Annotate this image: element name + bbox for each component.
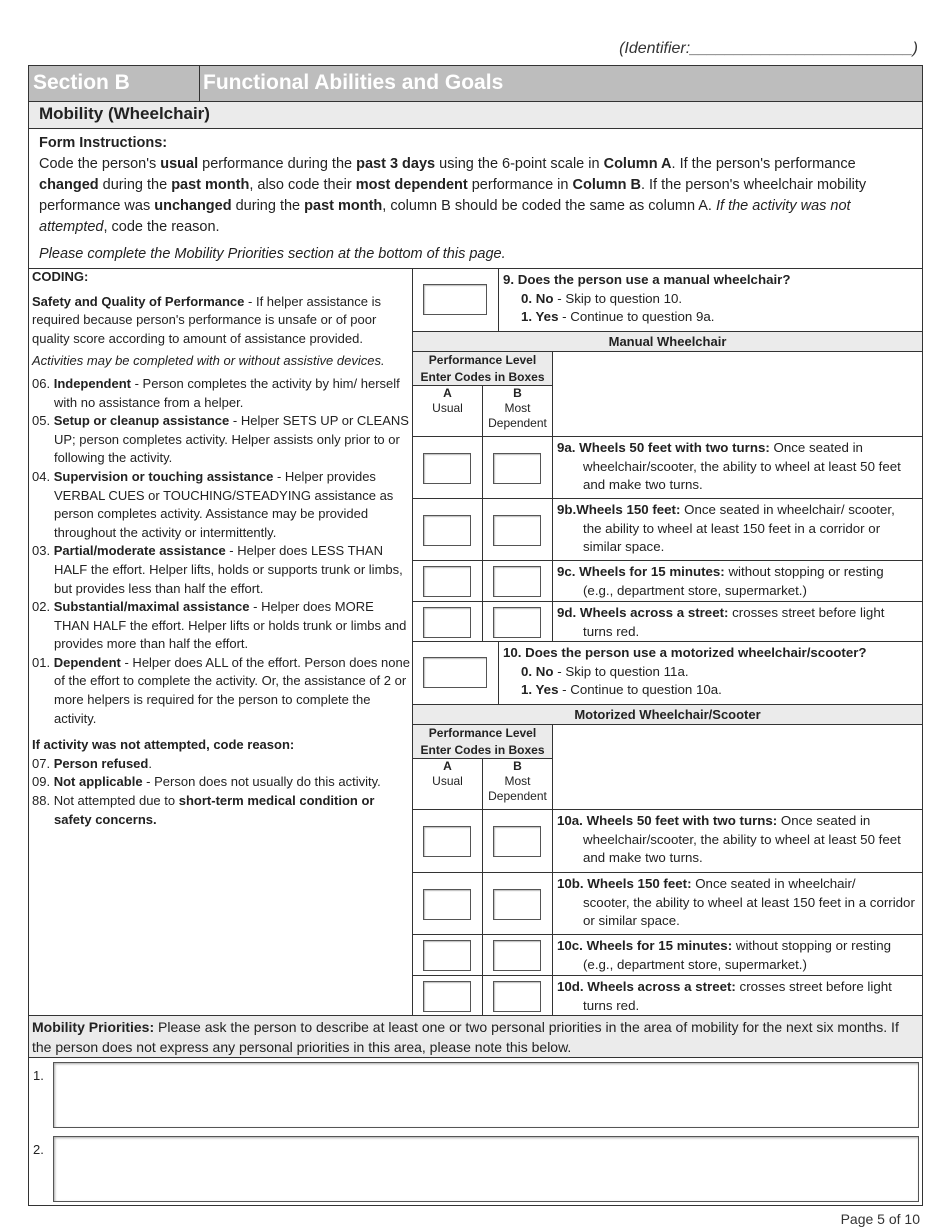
text: , also code their: [249, 177, 356, 193]
text: B: [513, 759, 522, 773]
text: Please ask the person to describe at least one or two personal priorities in the area of mobility for the next six months. If the person does not express any personal priorities in this area, please note this below.: [32, 1019, 899, 1055]
text: 03.: [32, 543, 51, 559]
text: 9c. Wheels for 15 minutes:: [557, 564, 725, 579]
text: 88.: [32, 793, 51, 809]
text: Performance Level: [428, 726, 537, 740]
text: - Person completes the activity by him/ herself with no assistance from a helper.: [54, 375, 400, 410]
text: Column B: [572, 177, 641, 193]
reason-code: [32, 755, 410, 774]
column-b-cell: [482, 975, 553, 1016]
text: Dependent: [488, 416, 547, 430]
reason-code: [32, 792, 410, 829]
column-b-cell: [482, 934, 553, 976]
text: 9. Does the person use a manual wheelchair?: [503, 272, 791, 287]
page-number: Page 5 of 10: [840, 1211, 920, 1227]
text: most dependent: [355, 177, 468, 193]
text: Mobility Priorities:: [32, 1019, 155, 1035]
reason-code: [32, 773, 410, 792]
text: past 3 days: [356, 156, 436, 172]
question-code-cell: [412, 641, 499, 705]
text: wheelchair/scooter, the ability to wheel at least 50 feet and make two turns.: [583, 831, 901, 865]
activity-item: [552, 934, 923, 976]
text: Motorized Wheelchair/Scooter: [574, 707, 761, 722]
text: Dependent: [488, 789, 547, 803]
performance-level-header: [412, 351, 553, 386]
column-b-cell: [482, 498, 553, 561]
text: short-term medical condition or safety concerns.: [54, 793, 375, 827]
text: Once seated in: [777, 813, 871, 828]
text: Safety and Quality of Performance: [32, 293, 245, 309]
column-a-header: [412, 758, 483, 810]
coding-level: [32, 598, 410, 654]
text: - Continue to question 10a.: [558, 682, 722, 697]
blank-header-cell: [552, 724, 923, 810]
mobility-priorities-instructions: [28, 1015, 923, 1058]
manual-wheelchair-header: [412, 331, 923, 352]
text: Column A: [603, 156, 672, 172]
instructions-body: [39, 154, 912, 238]
text: 02.: [32, 599, 51, 615]
column-b-code-input[interactable]: [493, 607, 541, 638]
text: Partial/moderate assistance: [53, 543, 226, 559]
text: 9b.Wheels 150 feet:: [557, 502, 681, 517]
text: Once seated in: [769, 440, 863, 455]
instructions-note: Please complete the Mobility Priorities section at the bottom of this page.: [39, 246, 506, 262]
text: - Skip to question 10.: [553, 290, 683, 306]
text: 0. No: [521, 290, 554, 306]
column-a-code-input[interactable]: [423, 607, 471, 638]
priority-2-input[interactable]: [53, 1136, 919, 1202]
question-code-cell: [412, 268, 499, 332]
text: turns red.: [583, 623, 640, 639]
text: A: [443, 759, 452, 773]
text: turns red.: [583, 997, 640, 1013]
text: 10a. Wheels 50 feet with two turns:: [557, 813, 778, 828]
column-b-header: [482, 758, 553, 810]
q10-answer-input[interactable]: [423, 657, 487, 688]
column-a-cell: [412, 809, 483, 873]
column-a-code-input[interactable]: [423, 826, 471, 857]
priority-number-1: 1.: [33, 1068, 44, 1083]
reason-codes: [32, 755, 410, 829]
q9-answer-input[interactable]: [423, 284, 487, 315]
text: Setup or cleanup assistance: [53, 413, 230, 429]
column-a-cell: [412, 975, 483, 1016]
text: scooter, the ability to wheel at least 150 feet in a corridor or similar space.: [583, 894, 915, 928]
column-b-cell: [482, 601, 553, 642]
activity-item: [552, 436, 923, 499]
coding-level: [32, 375, 410, 412]
text: 10c. Wheels for 15 minutes:: [557, 938, 733, 953]
text: - Helper does LESS THAN HALF the effort. Helper lifts, holds or supports trunk or limbs, but provides less than half the effort.: [54, 543, 403, 596]
text: (e.g., department store, supermarket.): [583, 956, 807, 972]
text: - Helper SETS UP or CLEANS UP; person completes activity. Helper assists only prior to or following the activity.: [54, 413, 409, 466]
text: Manual Wheelchair: [608, 334, 727, 349]
column-a-code-input[interactable]: [423, 889, 471, 920]
text: Not applicable: [53, 774, 143, 790]
column-a-cell: [412, 436, 483, 499]
text: during the: [231, 198, 305, 214]
text: 1. Yes: [521, 682, 559, 697]
form-instructions: [28, 128, 923, 269]
text: 9a. Wheels 50 feet with two turns:: [557, 440, 770, 455]
text: , code the reason.: [103, 219, 220, 235]
text: usual: [160, 156, 199, 172]
text: .: [148, 755, 152, 771]
text: 07.: [32, 755, 51, 771]
text: Usual: [432, 401, 463, 415]
coding-heading: CODING:: [32, 269, 89, 284]
text: past month: [171, 177, 250, 193]
text: Most: [504, 401, 531, 415]
coding-levels: [32, 375, 410, 728]
text: Supervision or touching assistance: [53, 468, 274, 484]
column-a-code-input[interactable]: [423, 981, 471, 1012]
activity-item: [552, 498, 923, 561]
coding-legend: [28, 268, 413, 1016]
column-a-cell: [412, 560, 483, 602]
column-a-cell: [412, 498, 483, 561]
column-b-code-input[interactable]: [493, 515, 541, 546]
text: - Continue to question 9a.: [558, 309, 715, 324]
column-a-code-input[interactable]: [423, 566, 471, 597]
performance-level-header: [412, 724, 553, 759]
section-header: [28, 65, 923, 102]
text: Once seated in wheelchair/: [691, 876, 856, 891]
text: . If the person's wheelchair mobility performance was: [39, 177, 867, 214]
motorized-wheelchair-header: [412, 704, 923, 725]
column-a-header: [412, 385, 483, 437]
text: performance during the: [198, 156, 357, 172]
coding-level: [32, 654, 410, 728]
text: 01.: [32, 654, 51, 670]
column-b-cell: [482, 436, 553, 499]
identifier-blank[interactable]: _________________________: [690, 40, 913, 57]
column-a-code-input[interactable]: [423, 515, 471, 546]
priority-number-2: 2.: [33, 1142, 44, 1157]
safety-text: [32, 293, 410, 349]
text: changed: [39, 177, 99, 193]
priorities-entry: [28, 1057, 923, 1206]
identifier-label: (Identifier:: [619, 40, 691, 57]
column-b-header: [482, 385, 553, 437]
coding-level: [32, 468, 410, 542]
identifier-close: ): [912, 40, 918, 57]
text: past month: [304, 198, 383, 214]
text: 1. Yes: [521, 309, 559, 324]
text: If the activity was not attempted: [39, 198, 851, 235]
not-attempted-heading: If activity was not attempted, code reason:: [32, 737, 295, 753]
text: - Person does not usually do this activity.: [142, 774, 381, 790]
text: wheelchair/scooter, the ability to wheel at least 50 feet and make two turns.: [583, 458, 901, 492]
column-a-cell: [412, 872, 483, 935]
text: without stopping or resting: [732, 938, 892, 953]
text: . If the person's performance: [671, 156, 856, 172]
text: - Helper does MORE THAN HALF the effort. Helper lifts or holds trunk or limbs and provides more than half the effort.: [54, 599, 407, 652]
text: 10d. Wheels across a street:: [557, 979, 736, 994]
text: Performance Level: [428, 353, 537, 367]
text: - Helper does ALL of the effort. Person does none of the effort to complete the activity. Or, the assistance of 2 or more helpers is required for the person to complete the activity.: [54, 654, 410, 726]
text: 06.: [32, 375, 51, 391]
column-b-cell: [482, 809, 553, 873]
text: 05.: [32, 413, 51, 429]
priority-1-input[interactable]: [53, 1062, 919, 1128]
coding-note: Activities may be completed with or without assistive devices.: [32, 353, 385, 369]
section-title: Functional Abilities and Goals: [203, 71, 504, 94]
text: using the 6-point scale in: [435, 156, 604, 172]
column-b-cell: [482, 872, 553, 935]
text: Person refused: [53, 755, 149, 771]
text: 9d. Wheels across a street:: [557, 605, 729, 620]
text: 0. No: [521, 663, 554, 679]
column-a-code-input[interactable]: [423, 453, 471, 484]
text: during the: [98, 177, 172, 193]
text: 10. Does the person use a motorized wheelchair/scooter?: [503, 645, 867, 660]
text: unchanged: [154, 198, 232, 214]
text: , column B should be coded the same as column A.: [382, 198, 716, 214]
coding-level: [32, 542, 410, 598]
column-b-code-input[interactable]: [493, 453, 541, 484]
activity-item: [552, 872, 923, 935]
section-label: Section B: [33, 71, 130, 94]
text: (e.g., department store, supermarket.): [583, 582, 807, 598]
q10-question: [498, 641, 923, 705]
identifier-field[interactable]: [619, 40, 918, 58]
text: B: [513, 386, 522, 400]
column-b-code-input[interactable]: [493, 940, 541, 971]
text: - Helper provides VERBAL CUES or TOUCHING/STEADYING assistance as person completes activity. Assistance may be provided throughout the activity or intermittently.: [54, 468, 394, 540]
activity-item: [552, 560, 923, 602]
text: 09.: [32, 774, 51, 790]
text: Dependent: [53, 654, 121, 670]
activity-item: [552, 601, 923, 642]
text: Code the person's: [39, 156, 161, 172]
text: 10b. Wheels 150 feet:: [557, 876, 692, 891]
column-b-code-input[interactable]: [493, 889, 541, 920]
blank-header-cell: [552, 351, 923, 437]
text: crosses street before light: [728, 605, 885, 620]
column-a-cell: [412, 601, 483, 642]
text: without stopping or resting: [724, 564, 884, 579]
activity-item: [552, 975, 923, 1016]
text: 04.: [32, 468, 51, 484]
text: performance in: [467, 177, 573, 193]
q9-question: [498, 268, 923, 332]
text: crosses street before light: [735, 979, 892, 994]
text: Usual: [432, 774, 463, 788]
text: Not attempted due to: [53, 793, 179, 809]
column-a-cell: [412, 934, 483, 976]
text: A: [443, 386, 452, 400]
instructions-heading: Form Instructions:: [39, 135, 168, 151]
coding-level: [32, 412, 410, 468]
column-b-code-input[interactable]: [493, 826, 541, 857]
text: - If helper assistance is required because person's performance is unsafe or of poor quality score according to amount of assistance provided.: [32, 293, 381, 346]
text: Enter Codes in Boxes: [420, 370, 545, 384]
text: Once seated in wheelchair/ scooter,: [680, 502, 895, 517]
text: Substantial/maximal assistance: [53, 599, 250, 615]
column-a-code-input[interactable]: [423, 940, 471, 971]
subsection-title: Mobility (Wheelchair): [28, 101, 923, 129]
activity-item: [552, 809, 923, 873]
column-b-code-input[interactable]: [493, 566, 541, 597]
column-b-code-input[interactable]: [493, 981, 541, 1012]
column-b-cell: [482, 560, 553, 602]
text: - Skip to question 11a.: [553, 663, 689, 679]
text: Independent: [53, 375, 131, 391]
text: Most: [504, 774, 531, 788]
text: the ability to wheel at least 150 feet in a corridor or similar space.: [583, 520, 881, 554]
text: Enter Codes in Boxes: [420, 743, 545, 757]
